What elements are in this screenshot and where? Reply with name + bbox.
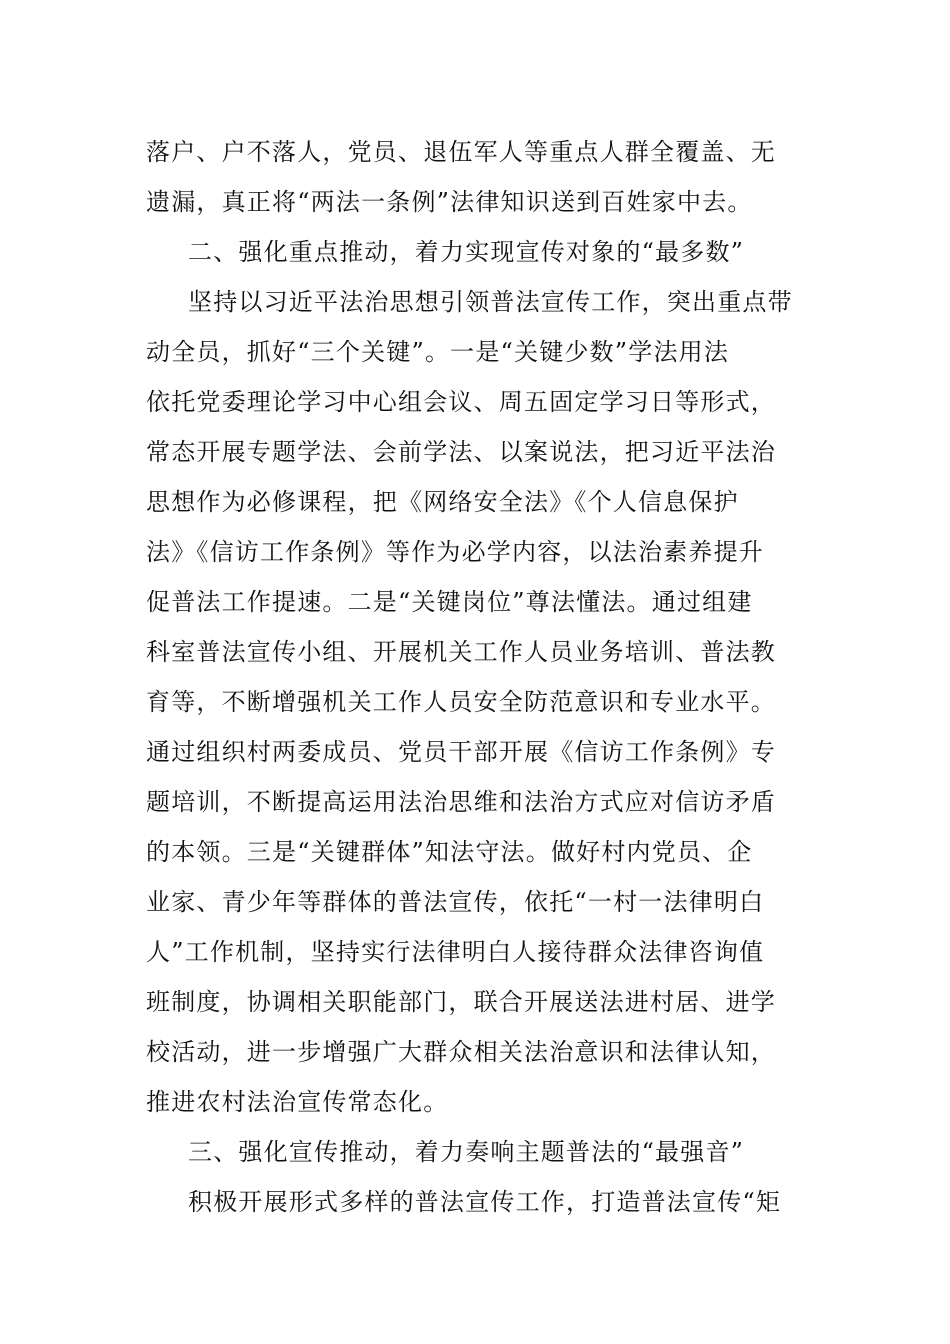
text-line: 的本领。三是“关键群体”知法守法。做好村内党员、企 xyxy=(146,838,753,866)
text-line: 校活动，进一步增强广大群众相关法治意识和法律认知， xyxy=(146,1038,776,1066)
text-line: 通过组织村两委成员、党员干部开展《信访工作条例》专 xyxy=(146,738,776,766)
text-line: 班制度，协调相关职能部门，联合开展送法进村居、进学 xyxy=(146,988,776,1016)
text-line: 常态开展专题学法、会前学法、以案说法，把习近平法治 xyxy=(146,438,776,466)
paragraph-start: 积极开展形式多样的普法宣传工作，打造普法宣传“矩 xyxy=(188,1188,782,1216)
text-line: 落户、户不落人，党员、退伍军人等重点人群全覆盖、无 xyxy=(146,138,776,166)
text-line: 促普法工作提速。二是“关键岗位”尊法懂法。通过组建 xyxy=(146,588,753,616)
text-line: 动全员，抓好“三个关键”。一是“关键少数”学法用法 xyxy=(146,338,730,366)
text-line: 思想作为必修课程，把《网络安全法》《个人信息保护 xyxy=(146,488,739,516)
text-line: 题培训，不断提高运用法治思维和法治方式应对信访矛盾 xyxy=(146,788,776,816)
paragraph-start: 坚持以习近平法治思想引领普法宣传工作，突出重点带 xyxy=(188,288,793,316)
section-heading-3: 三、强化宣传推动，着力奏响主题普法的“最强音” xyxy=(188,1138,745,1166)
text-line: 业家、青少年等群体的普法宣传，依托“一村一法律明白 xyxy=(146,888,765,916)
text-line: 人”工作机制，坚持实行法律明白人接待群众法律咨询值 xyxy=(146,938,765,966)
text-line: 遗漏，真正将“两法一条例”法律知识送到百姓家中去。 xyxy=(146,188,753,216)
section-heading-2: 二、强化重点推动，着力实现宣传对象的“最多数” xyxy=(188,238,745,266)
text-line: 依托党委理论学习中心组会议、周五固定学习日等形式， xyxy=(146,388,776,416)
text-line: 法》《信访工作条例》等作为必学内容，以法治素养提升 xyxy=(146,538,764,566)
text-line: 推进农村法治宣传常态化。 xyxy=(146,1088,449,1116)
text-line: 育等，不断增强机关工作人员安全防范意识和专业水平。 xyxy=(146,688,776,716)
text-line: 科室普法宣传小组、开展机关工作人员业务培训、普法教 xyxy=(146,638,776,666)
